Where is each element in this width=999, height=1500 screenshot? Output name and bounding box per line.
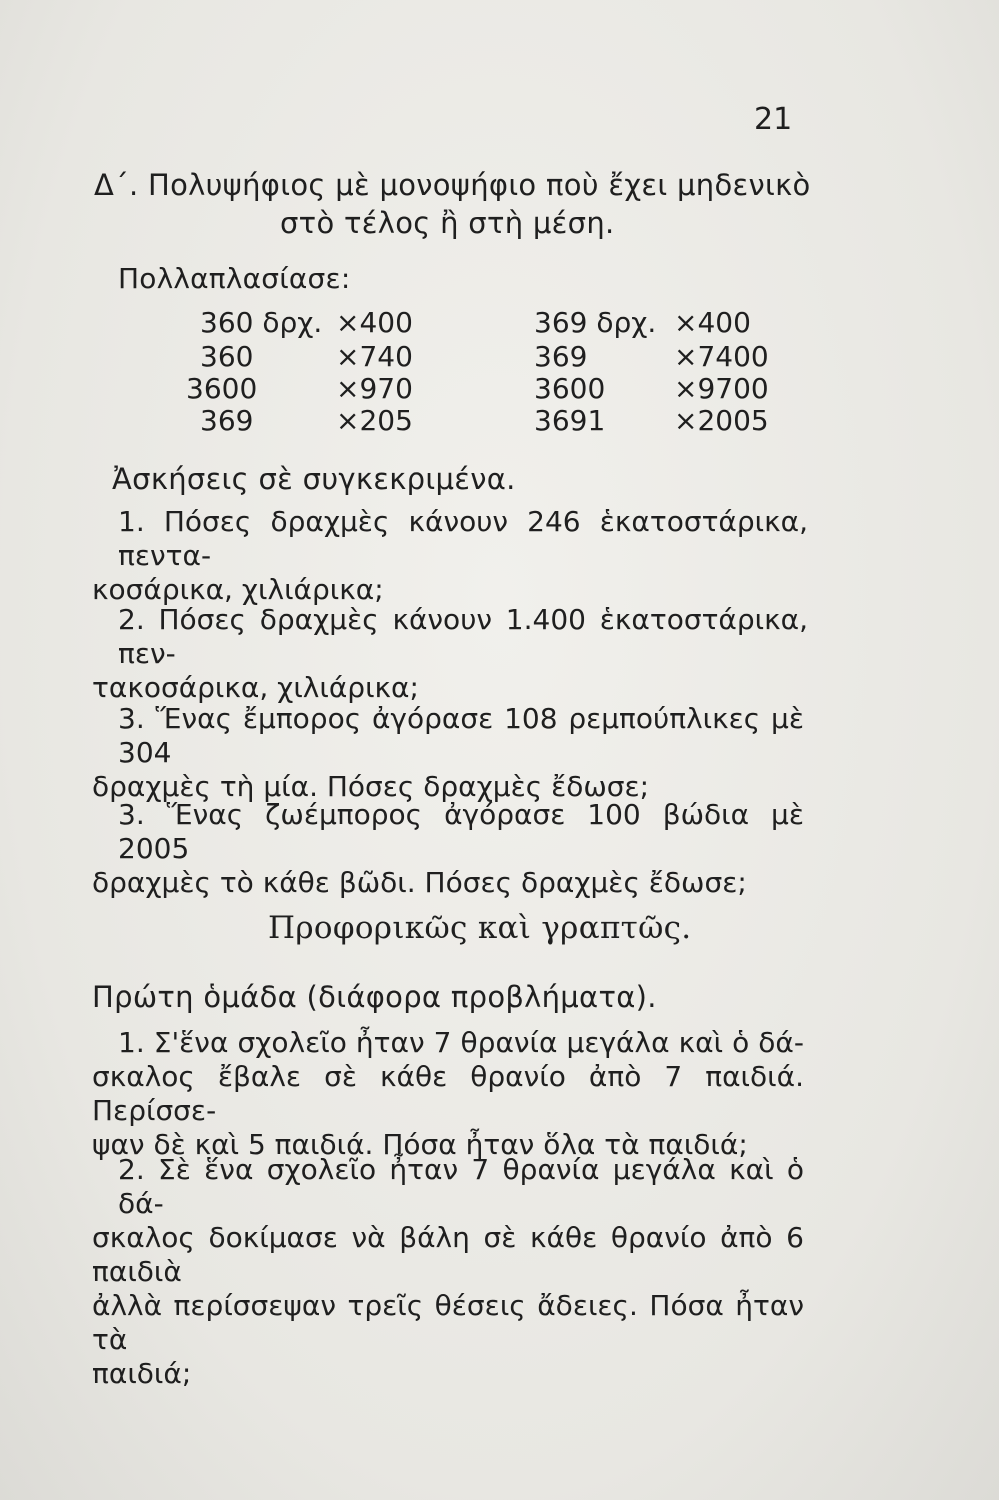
mult-left-4-b: ×205: [336, 404, 413, 437]
exercise-1-line1: 1. Πόσες δραχμὲς κάνουν 246 ἑκατοστάρικα, πεντα-: [118, 505, 808, 572]
mult-right-2-a: 369: [534, 340, 588, 373]
mult-left-1-b: ×400: [336, 306, 413, 339]
problem-2-line4: παιδιά;: [92, 1357, 192, 1390]
section-d-title-line2: στὸ τέλος ἢ στὴ μέση.: [280, 206, 615, 240]
mult-left-2-b: ×740: [336, 340, 413, 373]
mult-right-4-b: ×2005: [674, 404, 769, 437]
mult-right-1-b: ×400: [674, 306, 751, 339]
exercises-title: Ἀσκήσεις σὲ συγκεκριμένα.: [112, 462, 516, 496]
problem-2-line1: 2. Σὲ ἕνα σχολεῖο ἦταν 7 θρανία μεγάλα καὶ ὁ δά-: [118, 1153, 804, 1220]
exercise-4: [92, 798, 804, 900]
problem-1-line1: 1. Σ'ἕνα σχολεῖο ἦταν 7 θρανία μεγάλα καὶ ὁ δά-: [118, 1026, 804, 1059]
problem-2-line2: σκαλος δοκίμασε νὰ βάλη σὲ κάθε θρανίο ἀπὸ 6 παιδιὰ: [92, 1221, 804, 1288]
exercise-4-line2: δραχμὲς τὸ κάθε βῶδι. Πόσες δραχμὲς ἔδωσε;: [92, 866, 747, 899]
exercise-3: [92, 702, 804, 804]
problem-1-line3: ψαν δὲ καὶ 5 παιδιά. Πόσα ἦταν ὅλα τὰ παιδιά;: [92, 1128, 748, 1161]
mult-right-2-b: ×7400: [674, 340, 769, 373]
mult-left-4-a: 369: [200, 404, 254, 437]
exercise-3-line2: δραχμὲς τὴ μία. Πόσες δραχμὲς ἔδωσε;: [92, 770, 650, 803]
exercise-1: [92, 505, 808, 607]
problem-1: [92, 1026, 804, 1162]
exercise-2-line1: 2. Πόσες δραχμὲς κάνουν 1.400 ἑκατοστάρικα, πεν-: [118, 603, 808, 670]
exercise-4-line1: 3. Ἕνας ζωέμπορος ἀγόρασε 100 βώδια μὲ 2005: [118, 798, 804, 865]
group-title: Πρώτη ὁμάδα (διάφορα προβλήματα).: [92, 980, 657, 1014]
exercise-1-line2: κοσάρικα, χιλιάρικα;: [92, 573, 384, 606]
mult-right-1-a: 369 δρχ.: [534, 306, 657, 339]
mult-right-3-b: ×9700: [674, 372, 769, 405]
mult-right-3-a: 3600: [534, 372, 606, 405]
mult-left-3-b: ×970: [336, 372, 413, 405]
mult-left-2-a: 360: [200, 340, 254, 373]
multiply-label: Πολλαπλασίασε:: [118, 262, 351, 295]
section-d-title-line1: Δ΄. Πολυψήφιος μὲ μονοψήφιο ποὺ ἔχει μηδενικὸ: [94, 168, 811, 202]
problem-2-line3: ἀλλὰ περίσσεψαν τρεῖς θέσεις ἄδειες. Πόσα ἦταν τὰ: [92, 1289, 804, 1356]
problem-1-line2: σκαλος ἔβαλε σὲ κάθε θρανίο ἀπὸ 7 παιδιά. Περίσσε-: [92, 1060, 804, 1127]
oral-written-title: Προφορικῶς καὶ γραπτῶς.: [268, 910, 692, 946]
mult-left-1-a: 360 δρχ.: [200, 306, 323, 339]
exercise-2: [92, 603, 808, 705]
mult-right-4-a: 3691: [534, 404, 606, 437]
page-number: 21: [754, 102, 793, 137]
mult-left-3-a: 3600: [186, 372, 258, 405]
exercise-2-line2: τακοσάρικα, χιλιάρικα;: [92, 671, 419, 704]
problem-2: [92, 1153, 804, 1391]
exercise-3-line1: 3. Ἕνας ἔμπορος ἀγόρασε 108 ρεμπούπλικες μὲ 304: [118, 702, 804, 769]
